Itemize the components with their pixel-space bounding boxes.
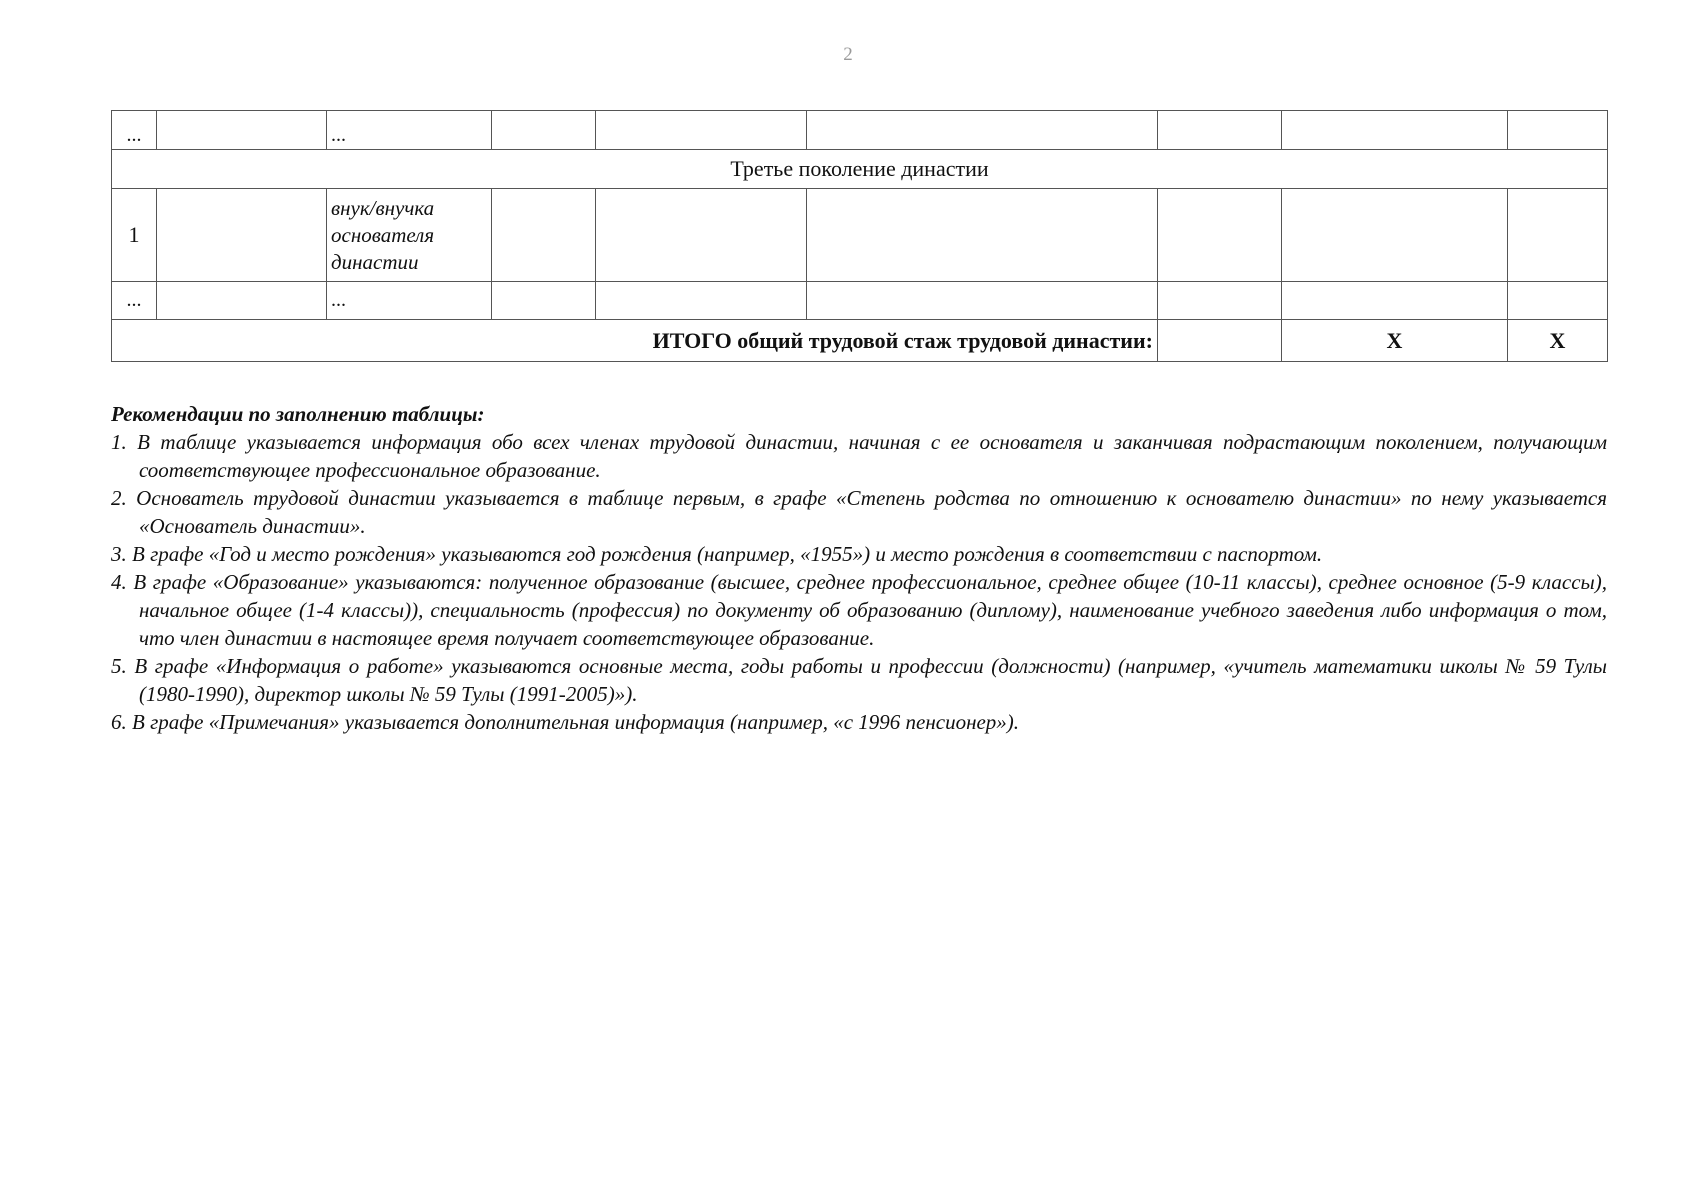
cell-empty: [492, 189, 596, 282]
cell-empty: [596, 189, 807, 282]
recommendations-title: Рекомендации по заполнению таблицы:: [111, 402, 485, 426]
cell-empty: [157, 282, 327, 320]
cell-x-mark: Х: [1282, 320, 1508, 362]
cell-empty: [492, 111, 596, 150]
recommendation-item: 2. Основатель трудовой династии указывается в таблице первым, в графе «Степень родства по отношению к основателю династии» по нему указывается «Основатель династии».: [111, 486, 1607, 538]
cell-empty: [1508, 111, 1608, 150]
table-row-section: [112, 150, 1608, 189]
cell-relation: ...: [327, 111, 492, 150]
cell-empty: [157, 189, 327, 282]
table-row-total: [112, 320, 1608, 362]
cell-empty: [1282, 189, 1508, 282]
cell-num: ...: [112, 111, 157, 150]
recommendation-item: 1. В таблице указывается информация обо всех членах трудовой династии, начиная с ее основателя и заканчивая подрастающим поколением, получающим соответствующее профессиональное образование.: [111, 430, 1607, 482]
cell-empty: [1508, 282, 1608, 320]
table-row-continuation: [112, 111, 1608, 150]
cell-empty: [807, 111, 1158, 150]
cell-empty: [807, 282, 1158, 320]
cell-num: 1: [112, 189, 157, 282]
table-row-person: [112, 189, 1608, 282]
recommendation-item: 6. В графе «Примечания» указывается дополнительная информация (например, «с 1996 пенсионер»).: [111, 710, 1020, 734]
cell-empty: [807, 189, 1158, 282]
cell-empty: [1158, 282, 1282, 320]
total-label: ИТОГО общий трудовой стаж трудовой династии:: [112, 320, 1158, 362]
cell-empty: [1158, 189, 1282, 282]
cell-empty: [1158, 111, 1282, 150]
cell-empty: [492, 282, 596, 320]
cell-relation: внук/внучка основателя династии: [327, 189, 492, 282]
cell-empty: [596, 111, 807, 150]
page-number: 2: [843, 44, 853, 65]
cell-empty: [1282, 282, 1508, 320]
cell-empty: [157, 111, 327, 150]
recommendation-item: 4. В графе «Образование» указываются: полученное образование (высшее, среднее профессиональное, среднее общее (10-11 классы), среднее основное (5-9 классы), начальное общее (1-4 классы)), специальность (профессия) по документу об образованию (диплому), наименование учебного заведения либо информация о том, что член династии в настоящее время получает соответствующее образование.: [111, 570, 1607, 650]
cell-empty: [596, 282, 807, 320]
cell-total-value: [1158, 320, 1282, 362]
recommendations-list: [111, 428, 1607, 736]
recommendations-section: [111, 400, 1607, 736]
cell-relation: ...: [327, 282, 492, 320]
section-heading: Третье поколение династии: [112, 150, 1608, 189]
table-row-continuation: [112, 282, 1608, 320]
cell-x-mark: Х: [1508, 320, 1608, 362]
cell-num: ...: [112, 282, 157, 320]
recommendation-item: 3. В графе «Год и место рождения» указываются год рождения (например, «1955») и место рождения в соответствии с паспортом.: [111, 542, 1323, 566]
dynasty-table: [111, 110, 1608, 362]
cell-empty: [1282, 111, 1508, 150]
cell-empty: [1508, 189, 1608, 282]
recommendation-item: 5. В графе «Информация о работе» указываются основные места, годы работы и профессии (должности) (например, «учитель математики школы № 59 Тулы (1980-1990), директор школы № 59 Тулы (1991-2005)»).: [111, 654, 1607, 706]
